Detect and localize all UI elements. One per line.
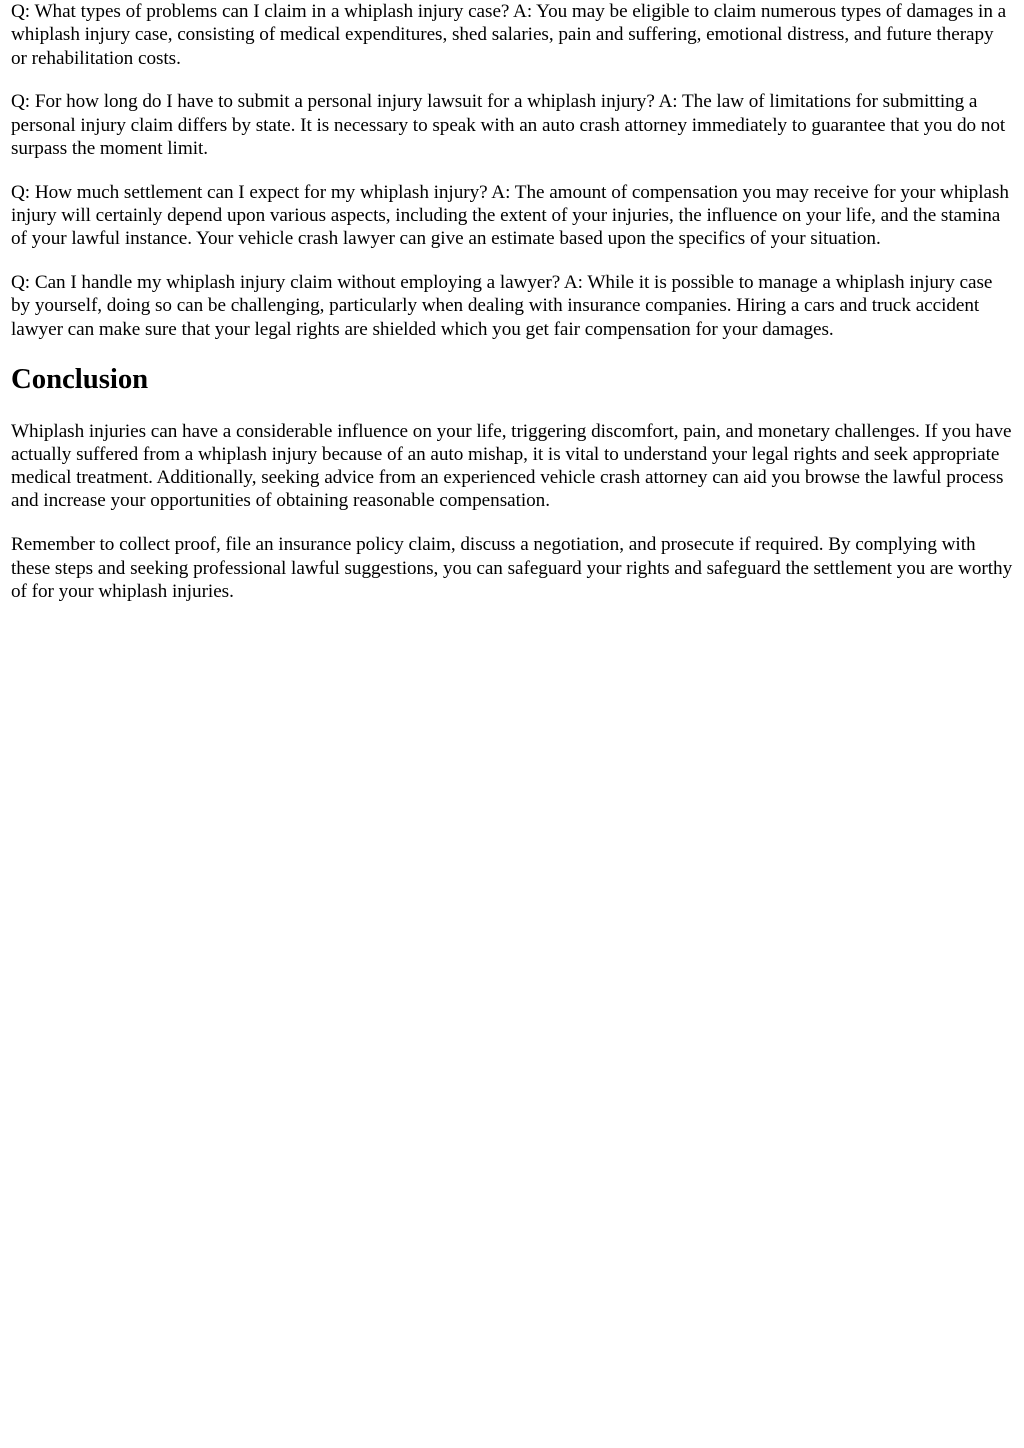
conclusion-paragraph: Whiplash injuries can have a considerable influence on your life, triggering discomfort, pain, and monetary challenges. If you have actually suffered from a whiplash injury because of an auto mishap, it is vital to understand your legal rights and seek appropriate medical treatment. Additionally, seeking advice from an experienced vehicle crash attorney can aid you browse the lawful process and increase your opportunities of obtaining reasonable compensation.: [11, 420, 1012, 512]
faq-section: [11, 0, 1014, 341]
article-page: [11, 0, 1014, 603]
faq-item-claim-types: Q: What types of problems can I claim in a whiplash injury case? A: You may be eligible to claim numerous types of damages in a whiplash injury case, consisting of medical expenditures, shed salaries, pain and suffering, emotional distress, and future therapy or rehabilitation costs.: [11, 1, 1007, 69]
conclusion-paragraph: Remember to collect proof, file an insurance policy claim, discuss a negotiation, and prosecute if required. By complying with these steps and seeking professional lawful suggestions, you can safeguard your rights and safeguard the settlement you are worthy of for your whiplash injuries.: [11, 534, 1013, 602]
faq-item-settlement-amount: Q: How much settlement can I expect for my whiplash injury? A: The amount of compensation you may receive for your whiplash injury will certainly depend upon various aspects, including the extent of your injuries, the influence on your life, and the stamina of your lawful instance. Your vehicle crash lawyer can give an estimate based upon the specifics of your situation.: [11, 181, 1009, 250]
conclusion-heading: Conclusion: [11, 362, 149, 395]
faq-item-time-limit: Q: For how long do I have to submit a personal injury lawsuit for a whiplash injury? A: The law of limitations for submitting a personal injury claim differs by state. It is necessary to speak with an auto crash attorney immediately to guarantee that you do not surpass the moment limit.: [11, 91, 1006, 159]
conclusion-section: [11, 362, 1014, 604]
faq-item-without-lawyer: Q: Can I handle my whiplash injury claim without employing a lawyer? A: While it is possible to manage a whiplash injury case by yourself, doing so can be challenging, particularly when dealing with insurance companies. Hiring a cars and truck accident lawyer can make sure that your legal rights are shielded which you get fair compensation for your damages.: [11, 272, 993, 340]
